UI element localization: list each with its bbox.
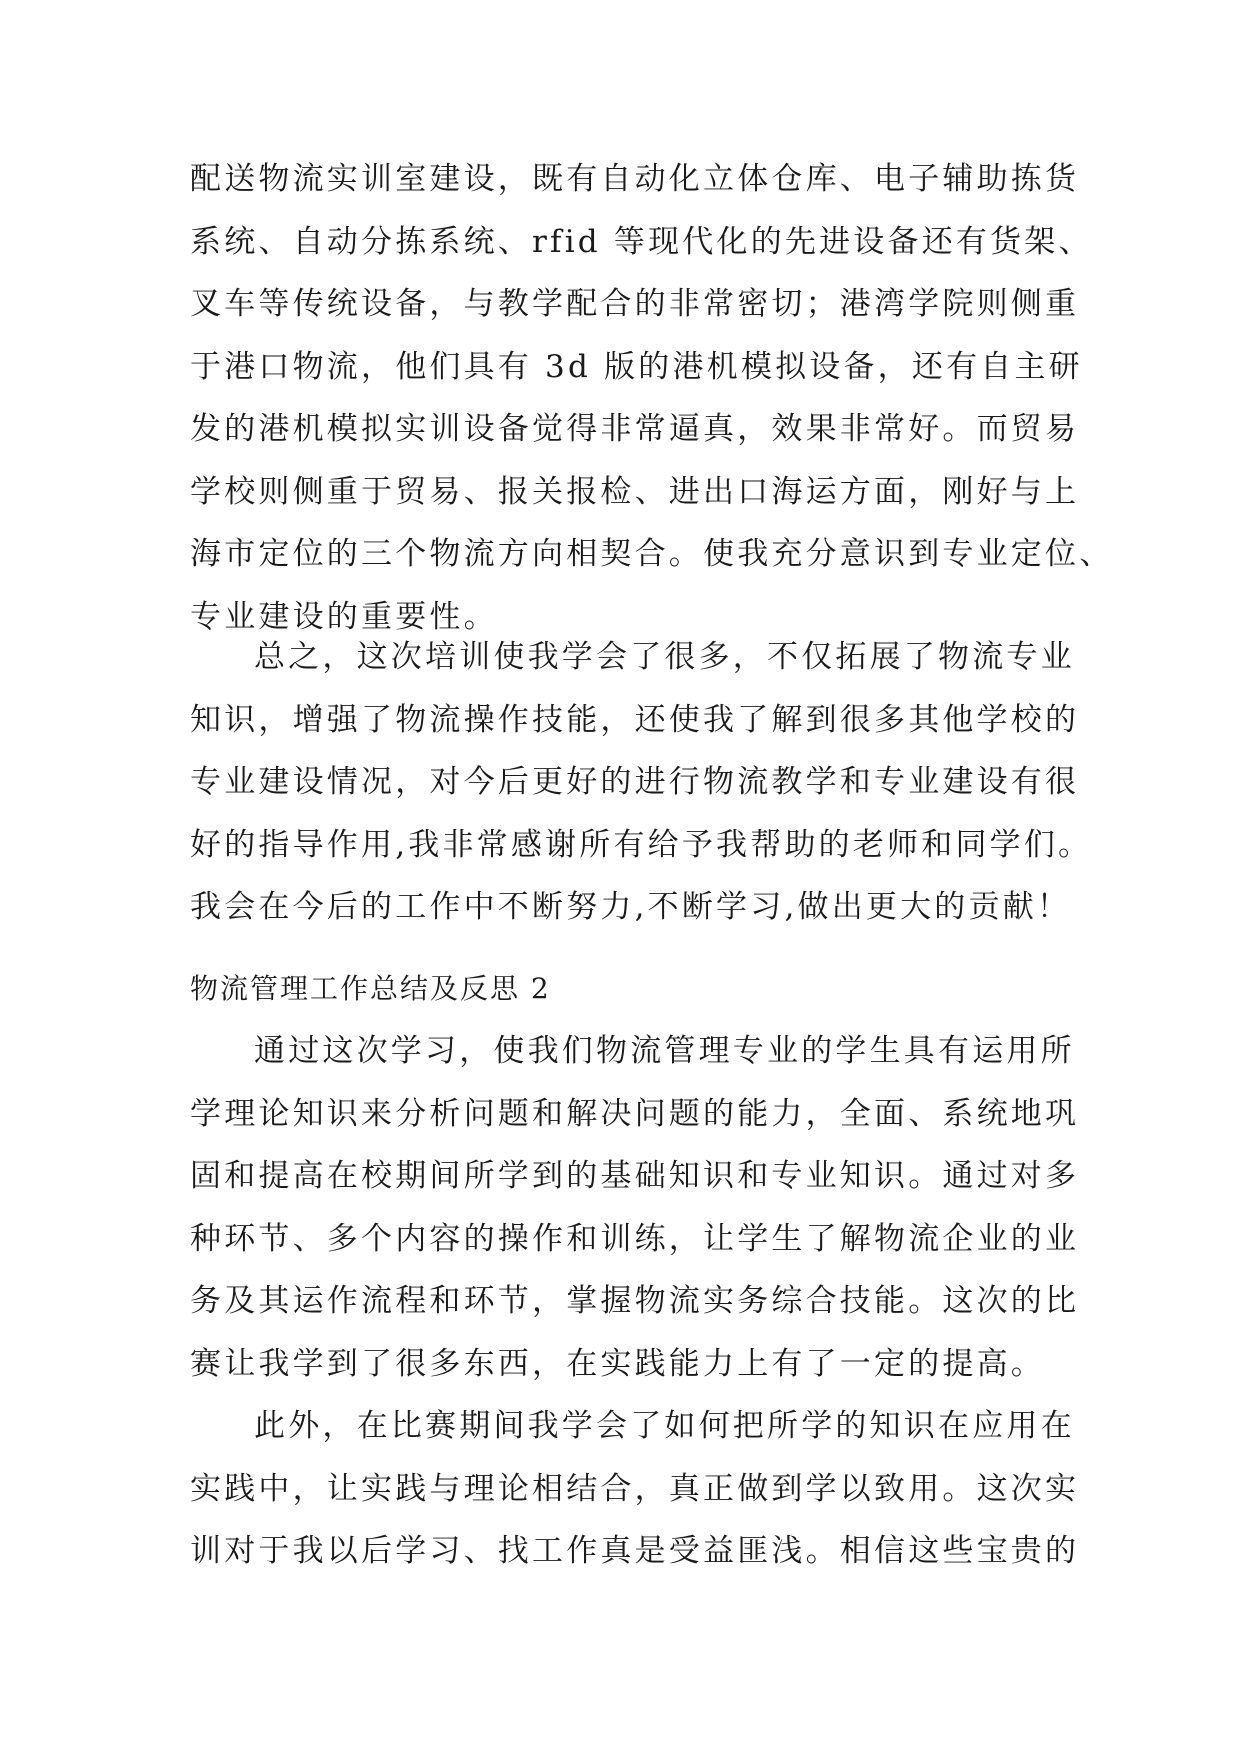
paragraph-study-outcome — [190, 1020, 1080, 1395]
text-line: 总之，这次培训使我学会了很多，不仅拓展了物流专业 — [254, 639, 1075, 675]
text-line: 好的指导作用,我非常感谢所有给予我帮助的老师和同学们。 — [190, 826, 1093, 863]
text-line: 种环节、多个内容的操作和训练，让学生了解物流企业的业 — [190, 1220, 1080, 1257]
text-line: 于港口物流，他们具有 3d 版的港机模拟设备，还有自主研 — [190, 348, 1083, 385]
paragraph-practice — [190, 1395, 1080, 1583]
section-heading: 物流管理工作总结及反思 2 — [190, 972, 551, 1005]
text-line: 务及其运作流程和环节，掌握物流实务综合技能。这次的比 — [190, 1283, 1080, 1319]
text-line: 专业建设情况，对今后更好的进行物流教学和专业建设有很 — [190, 764, 1080, 800]
text-line: 通过这次学习，使我们物流管理专业的学生具有运用所 — [254, 1033, 1075, 1069]
text-line: 发的港机模拟实训设备觉得非常逼真，效果非常好。而贸易 — [190, 411, 1080, 447]
text-line: 叉车等传统设备，与教学配合的非常密切；港湾学院则侧重 — [190, 286, 1080, 322]
paragraph-conclusion — [190, 626, 1093, 939]
text-line: 配送物流实训室建设，既有自动化立体仓库、电子辅助拣货 — [190, 161, 1080, 197]
text-line: 赛让我学到了很多东西，在实践能力上有了一定的提高。 — [190, 1345, 1045, 1382]
text-line: 我会在今后的工作中不断努力,不断学习,做出更大的贡献！ — [190, 889, 1072, 925]
text-line: 知识，增强了物流操作技能，还使我了解到很多其他学校的 — [190, 701, 1080, 738]
text-line: 系统、自动分拣系统、rfid 等现代化的先进设备还有货架、 — [190, 223, 1093, 260]
text-line: 学理论知识来分析问题和解决问题的能力，全面、系统地巩 — [190, 1095, 1080, 1132]
text-line: 海市定位的三个物流方向相契合。使我充分意识到专业定位、 — [190, 536, 1114, 572]
text-line: 此外，在比赛期间我学会了如何把所学的知识在应用在 — [254, 1408, 1075, 1444]
text-line: 训对于我以后学习、找工作真是受益匪浅。相信这些宝贵的 — [190, 1533, 1080, 1569]
text-line: 实践中，让实践与理论相结合，真正做到学以致用。这次实 — [190, 1470, 1080, 1507]
text-line: 专业建设的重要性。 — [190, 598, 498, 635]
paragraph-specialty-construction — [190, 148, 1114, 648]
text-line: 学校则侧重于贸易、报关报检、进出口海运方面，刚好与上 — [190, 473, 1080, 510]
text-line: 固和提高在校期间所学到的基础知识和专业知识。通过对多 — [190, 1158, 1080, 1194]
